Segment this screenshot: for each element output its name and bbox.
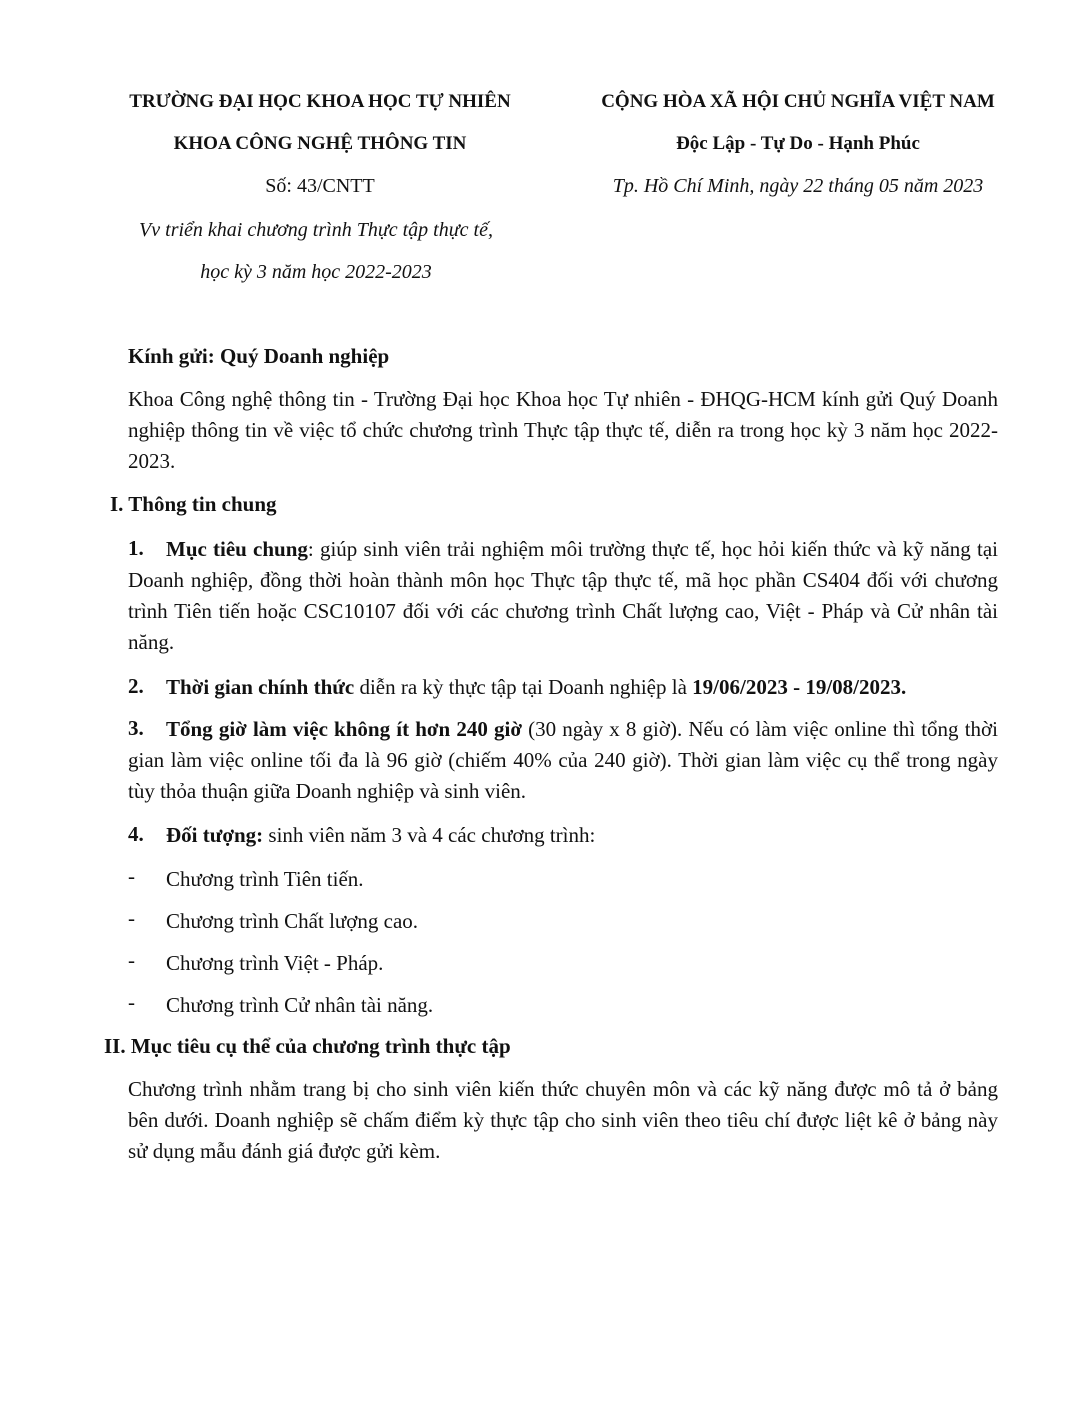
program-item: Chương trình Chất lượng cao. [166,909,419,933]
faculty-name: KHOA CÔNG NGHỆ THÔNG TIN [173,133,467,154]
section-1-title: I. Thông tin chung [110,492,277,516]
subject-line-2: học kỳ 3 năm học 2022-2023 [200,261,432,283]
program-item: Chương trình Tiên tiến. [166,867,364,891]
section-2-title: II. Mục tiêu cụ thể của chương trình thực tập [104,1034,511,1058]
item-2-label: Thời gian chính thức [166,675,355,699]
bullet-dash: - [128,906,135,930]
national-motto: Độc Lập - Tự Do - Hạnh Phúc [676,133,920,154]
subject-line-1: Vv triển khai chương trình Thực tập thực tế, [139,219,493,241]
item-1-paragraph [128,534,998,658]
item-2-dates: 19/06/2023 - 19/08/2023. [692,675,907,699]
program-item: Chương trình Việt - Pháp. [166,951,384,975]
item-4-text: sinh viên năm 3 và 4 các chương trình: [263,823,596,847]
bullet-dash: - [128,990,135,1014]
document-number: Số: 43/CNTT [265,175,375,197]
item-2-text: diễn ra kỳ thực tập tại Doanh nghiệp là [354,675,693,699]
place-and-date: Tp. Hồ Chí Minh, ngày 22 tháng 05 năm 2023 [612,175,984,197]
item-2-paragraph [128,672,998,703]
salutation: Kính gửi: Quý Doanh nghiệp [128,344,390,368]
item-3-number: 3. [128,716,144,740]
university-name: TRƯỜNG ĐẠI HỌC KHOA HỌC TỰ NHIÊN [129,91,511,112]
item-1-text: : giúp sinh viên trải nghiệm môi trường thực tế, học hỏi kiến thức và kỹ năng tại Doanh nghiệp, đồng thời hoàn thành môn học Thực tập thực tế, mã học phần CS404 đối với chương trình Tiên tiến hoặc CSC10107 đối với các chương trình Chất lượng cao, Việt - Pháp và Cử nhân tài năng. [128,537,998,654]
item-4-number: 4. [128,822,144,846]
program-item: Chương trình Cử nhân tài năng. [166,993,434,1017]
country-name: CỘNG HÒA XÃ HỘI CHỦ NGHĨA VIỆT NAM [601,91,995,112]
item-1-label: Mục tiêu chung [166,537,308,561]
section-2-paragraph: Chương trình nhằm trang bị cho sinh viên kiến thức chuyên môn và các kỹ năng được mô tả ở bảng bên dưới. Doanh nghiệp sẽ chấm điểm kỳ thực tập cho sinh viên theo tiêu chí được liệt kê ở bảng này sử dụng mẫu đánh giá được gửi kèm. [128,1077,998,1163]
item-2-number: 2. [128,674,144,698]
item-3-text: (30 ngày x 8 giờ). Nếu có làm việc online thì tổng thời gian làm việc online tối đa là 96 giờ (chiếm 40% của 240 giờ). Thời gian làm việc cụ thể trong ngày tùy thỏa thuận giữa Doanh nghiệp và sinh viên. [128,717,998,803]
item-4-label: Đối tượng: [166,823,264,847]
bullet-dash: - [128,948,135,972]
intro-paragraph: Khoa Công nghệ thông tin - Trường Đại học Khoa học Tự nhiên - ĐHQG-HCM kính gửi Quý Doanh nghiệp thông tin về việc tổ chức chương trình Thực tập thực tế, diễn ra trong học kỳ 3 năm học 2022-2023. [128,387,998,473]
item-3-label: Tổng giờ làm việc không ít hơn 240 giờ [166,717,522,741]
item-1-number: 1. [128,536,144,560]
item-4-paragraph [128,820,998,851]
bullet-dash: - [128,864,135,888]
item-3-paragraph [128,714,998,807]
